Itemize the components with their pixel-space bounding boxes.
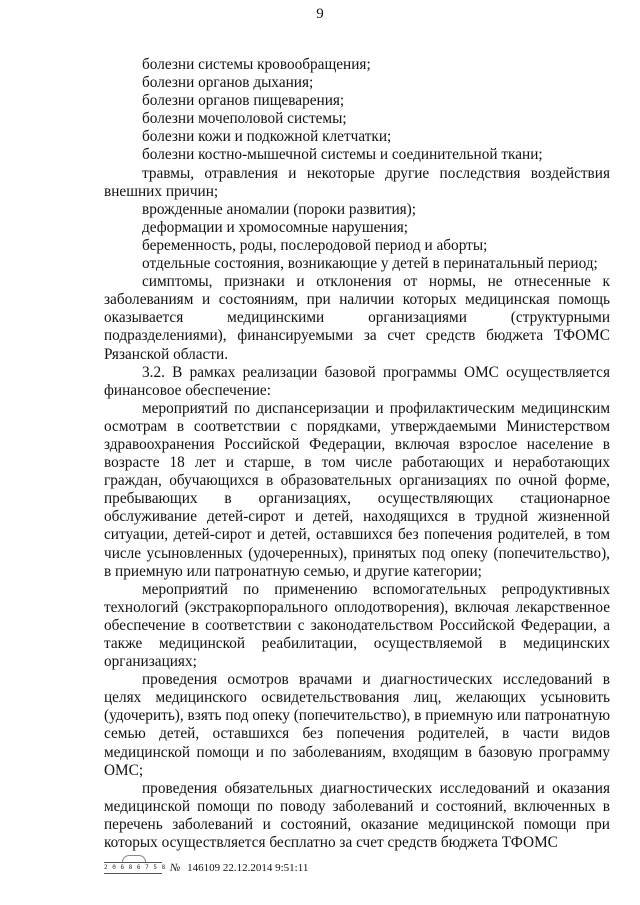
paragraph-pregnancy: беременность, роды, послеродовой период и аборты; <box>142 236 488 254</box>
paragraph-musculoskeletal: болезни костно-мышечной системы и соединительной ткани; <box>142 146 543 164</box>
paragraph-skin: болезни кожи и подкожной клетчатки; <box>142 128 392 146</box>
paragraph-dispensary: мероприятий по диспансеризации и профилактическим медицинским осмотрам в соответствии с порядками, утверждаемыми Министерством здравоохранения Российской Федерации, включая взрослое население в возрасте 18 лет и старше, в том числе работающих и неработающих граждан, обучающихся в образовательных организациях по очной форме, пребывающих в организациях, осуществляющих стационарное обслуживание детей-сирот и детей, находящихся в трудной жизненной ситуации, детей-сирот и детей, оставшихся без попечения родителей, в том числе усыновленных (удочеренных), принятых под опеку (попечительство), в приемную или патронатную семью, и другие категории; <box>104 399 610 580</box>
paragraph-respiratory: болезни органов дыхания; <box>142 74 314 92</box>
paragraph-symptoms: симптомы, признаки и отклонения от нормы, не отнесенные к заболеваниям и состояниям, при наличии которых медицинская помощь оказывается медицинскими организациями (структурными подразделениями), финансируемыми за счет средств бюджета ТФОМС Рязанской области. <box>104 273 610 363</box>
document-id-date: 146109 22.12.2014 9:51:11 <box>187 862 309 874</box>
paragraph-perinatal: отдельные состояния, возникающие у детей в перинатальный период; <box>142 255 598 273</box>
paragraph-congenital: врожденные аномалии (пороки развития); <box>142 200 417 218</box>
paragraph-section-3-2: 3.2. В рамках реализации базовой программы ОМС осуществляется финансовое обеспечение: <box>104 363 610 399</box>
number-symbol: № <box>170 862 181 874</box>
paragraph-mandatory-diagnostics: проведения обязательных диагностических исследований и оказания медицинской помощи по поводу заболеваний и состояний, включенных в перечень заболеваний и состояний, оказание медицинской помощи при которых осуществляется бесплатно за счет средств бюджета ТФОМС <box>104 779 610 852</box>
page-number: 9 <box>316 6 324 22</box>
document-footer <box>104 860 308 876</box>
document-body <box>104 56 610 852</box>
registration-stamp <box>104 861 166 875</box>
document-registration-info <box>170 862 308 874</box>
paragraph-adoption-exams: проведения осмотров врачами и диагностических исследований в целях медицинского освидетельствования лиц, желающих усыновить (удочерить), взять под опеку (попечительство), в приемную или патронатную семью детей, оставшихся без попечения родителей, в части видов медицинской помощи и по заболеваниям, входящим в базовую программу ОМС; <box>104 671 610 779</box>
stamp-number: 2 0 6 8 6 7 5 8 <box>104 864 166 871</box>
paragraph-reproductive: мероприятий по применению вспомогательных репродуктивных технологий (экстракорпорального оплодотворения), включая лекарственное обеспечение в соответствии с законодательством Российской Федерации, а также медицинской реабилитации, осуществляемой в медицинских организациях; <box>104 580 610 671</box>
paragraph-injuries: травмы, отравления и некоторые другие последствия воздействия внешних причин; <box>104 164 610 200</box>
paragraph-genitourinary: болезни мочеполовой системы; <box>142 110 347 128</box>
paragraph-circulatory: болезни системы кровообращения; <box>142 56 371 73</box>
paragraph-digestive: болезни органов пищеварения; <box>142 92 345 110</box>
paragraph-chromosomal: деформации и хромосомные нарушения; <box>142 218 409 236</box>
